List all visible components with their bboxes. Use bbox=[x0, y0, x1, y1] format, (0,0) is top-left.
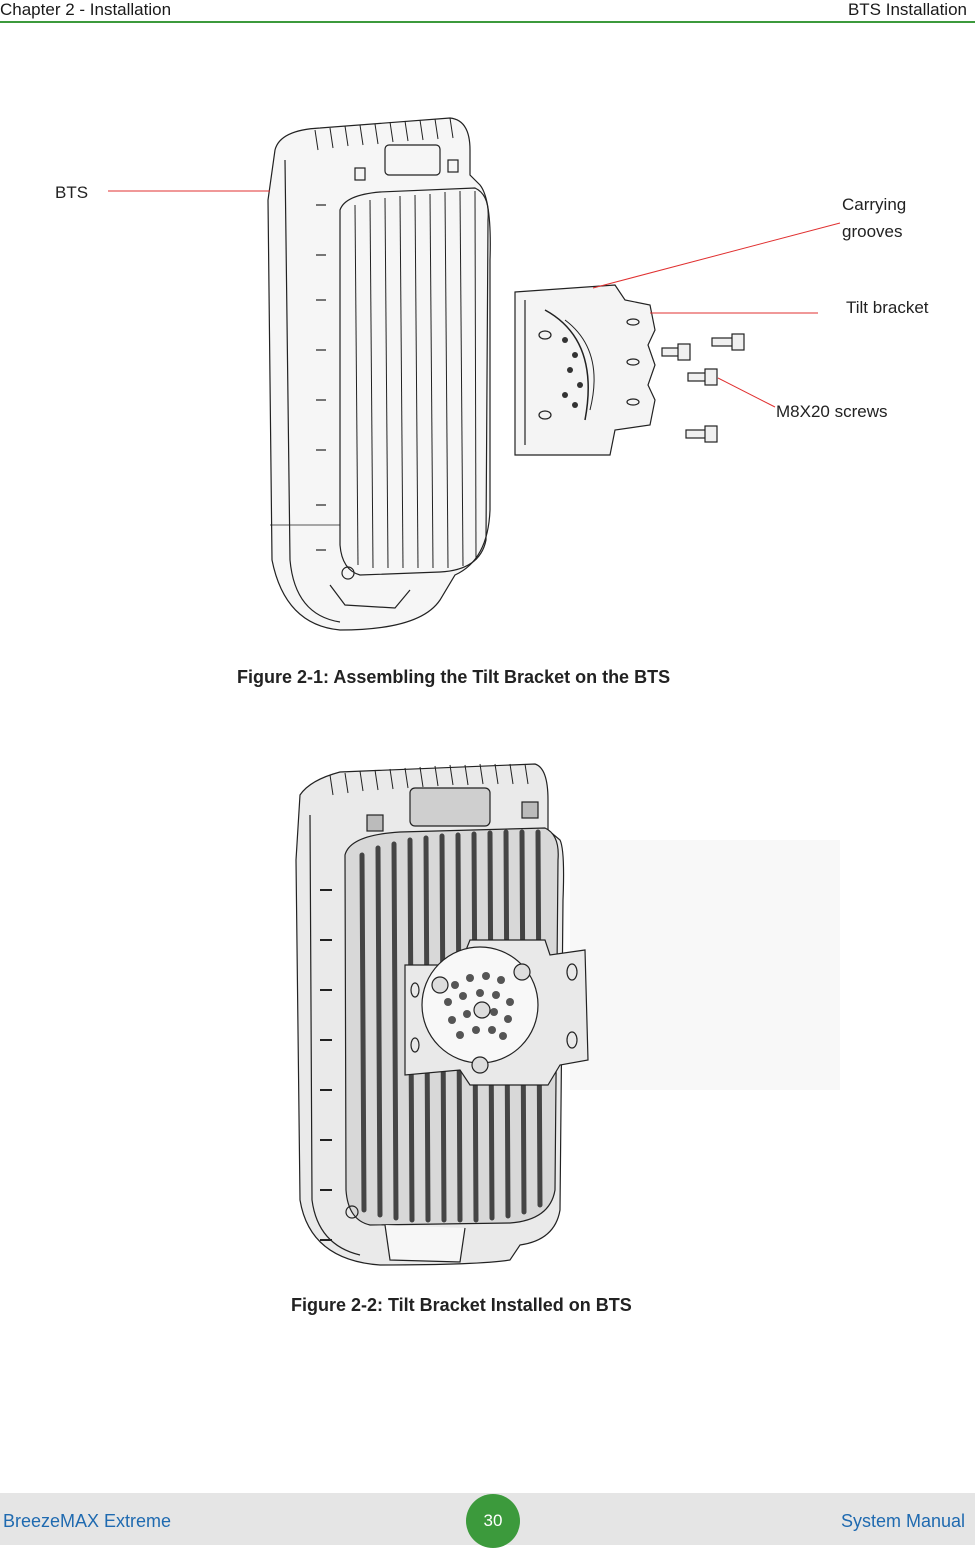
label-bts: BTS bbox=[55, 183, 89, 202]
figure-2-caption: Figure 2-2: Tilt Bracket Installed on BTS bbox=[291, 1295, 632, 1315]
footer-manual: System Manual bbox=[840, 1511, 965, 1531]
label-carrying-grooves-line1: Carrying bbox=[842, 195, 907, 214]
figure-1-illustration bbox=[0, 0, 975, 700]
label-tilt-bracket: Tilt bracket bbox=[846, 298, 929, 317]
label-carrying-grooves-line2: grooves bbox=[842, 222, 903, 241]
figure-1-caption: Figure 2-1: Assembling the Tilt Bracket on the BTS bbox=[237, 667, 671, 687]
header-section: BTS Installation bbox=[847, 0, 967, 19]
header-chapter: Chapter 2 - Installation bbox=[0, 0, 172, 19]
footer-product: BreezeMAX Extreme bbox=[3, 1511, 172, 1531]
label-screws: M8X20 screws bbox=[776, 402, 888, 421]
page-number-badge bbox=[466, 1494, 520, 1548]
page-number: 30 bbox=[483, 1511, 503, 1530]
figure-2-illustration bbox=[0, 740, 975, 1280]
